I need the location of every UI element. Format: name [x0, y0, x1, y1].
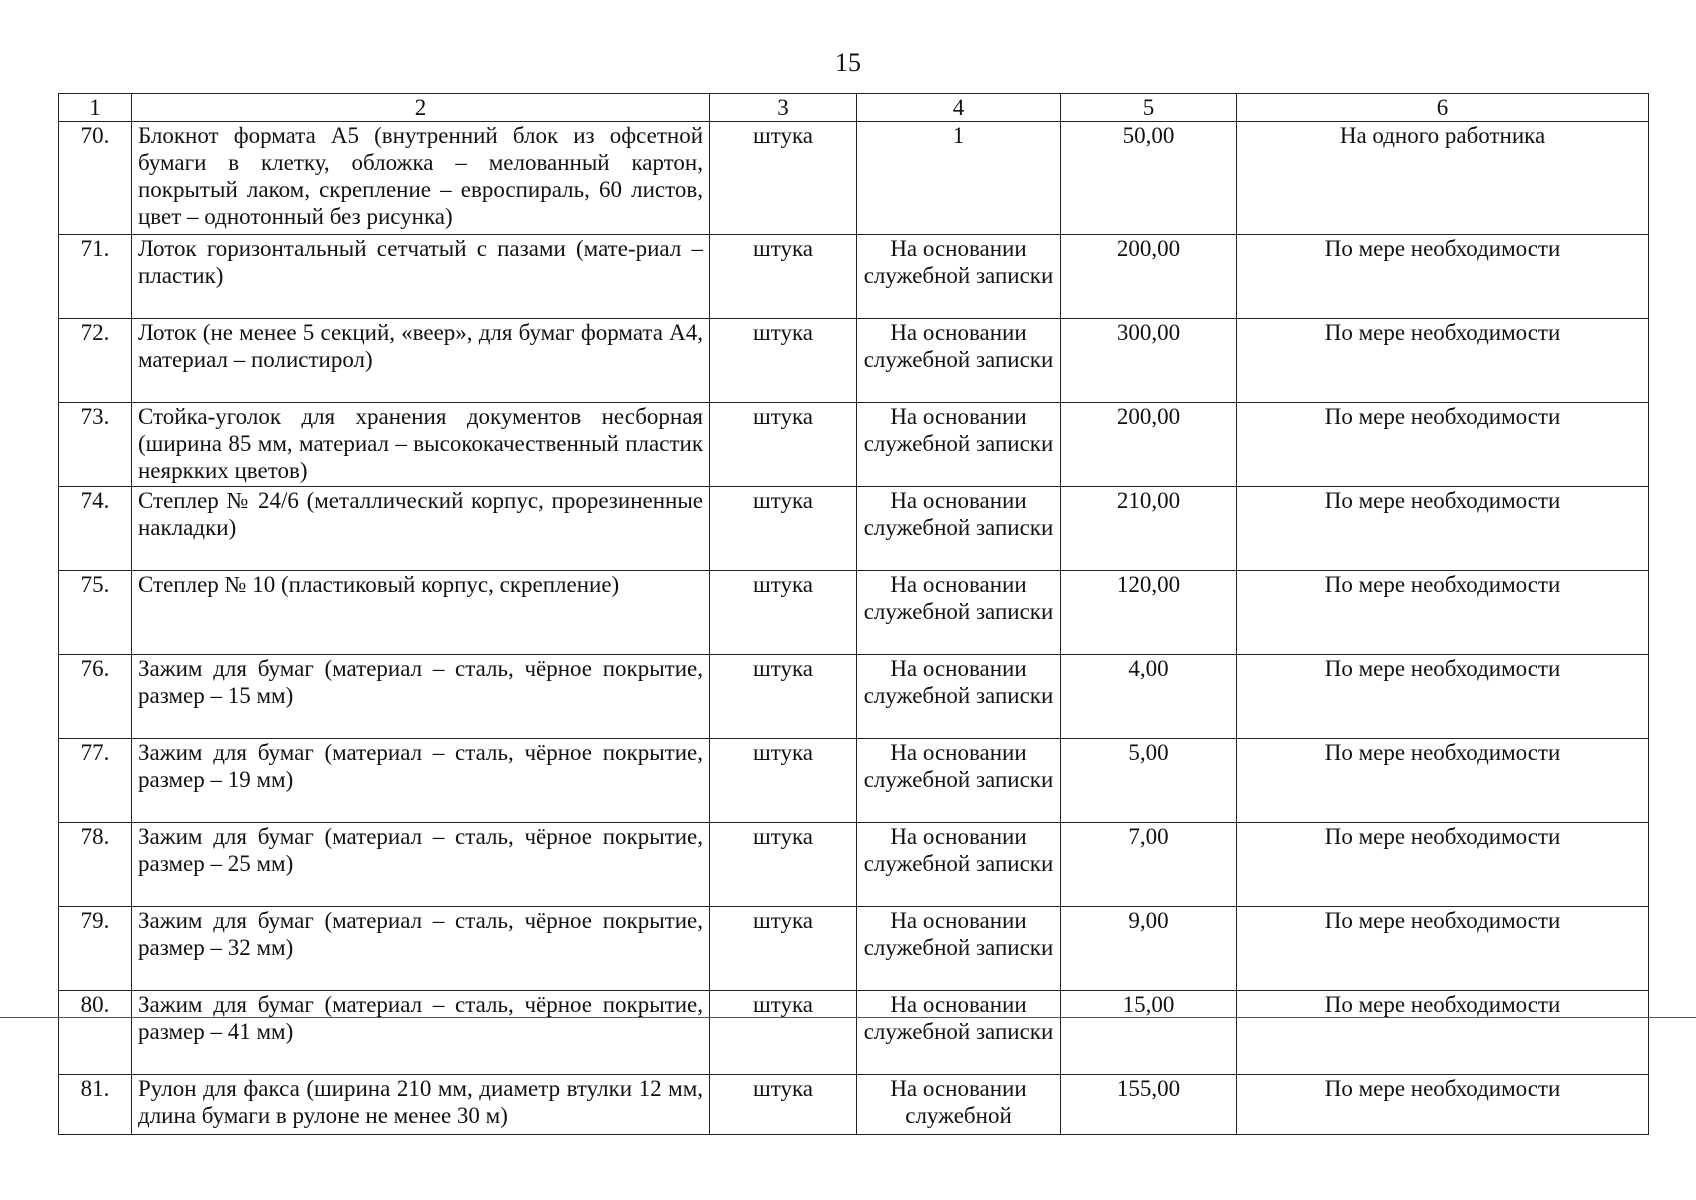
table-header-row: [59, 94, 1649, 122]
item-quantity: На основании служебной записки: [857, 823, 1061, 907]
column-header: 1: [59, 94, 132, 122]
scan-artifact-line: [0, 1017, 1696, 1018]
row-number: 72.: [59, 319, 132, 403]
table-row: [59, 319, 1649, 403]
item-name: Зажим для бумаг (материал – сталь, чёрное покрытие, размер – 19 мм): [132, 739, 710, 823]
item-price: 210,00: [1061, 487, 1237, 571]
item-unit: штука: [710, 122, 857, 235]
item-quantity: На основании служебной записки: [857, 319, 1061, 403]
item-price: 9,00: [1061, 907, 1237, 991]
item-name: Лоток (не менее 5 секций, «веер», для бумаг формата А4, материал – полистирол): [132, 319, 710, 403]
column-header: 6: [1237, 94, 1649, 122]
column-header: 2: [132, 94, 710, 122]
column-header: 4: [857, 94, 1061, 122]
item-unit: штука: [710, 487, 857, 571]
item-note: По мере необходимости: [1237, 655, 1649, 739]
item-quantity: На основании служебной записки: [857, 991, 1061, 1075]
item-note: По мере необходимости: [1237, 907, 1649, 991]
row-number: 71.: [59, 235, 132, 319]
item-quantity: На основании служебной: [857, 1075, 1061, 1135]
table-row: [59, 991, 1649, 1075]
item-note: На одного работника: [1237, 122, 1649, 235]
table-row: [59, 823, 1649, 907]
row-number: 70.: [59, 122, 132, 235]
item-price: 120,00: [1061, 571, 1237, 655]
item-name: Блокнот формата А5 (внутренний блок из офсетной бумаги в клетку, обложка – мелованный картон, покрытый лаком, скрепление – евроспираль, 60 листов, цвет – однотонный без рисунка): [132, 122, 710, 235]
item-quantity: На основании служебной записки: [857, 739, 1061, 823]
item-note: По мере необходимости: [1237, 739, 1649, 823]
row-number: 73.: [59, 403, 132, 487]
item-unit: штука: [710, 991, 857, 1075]
items-table: [58, 93, 1649, 1135]
item-name: Зажим для бумаг (материал – сталь, чёрное покрытие, размер – 41 мм): [132, 991, 710, 1075]
item-unit: штука: [710, 571, 857, 655]
column-header: 3: [710, 94, 857, 122]
item-quantity: На основании служебной записки: [857, 235, 1061, 319]
item-unit: штука: [710, 739, 857, 823]
item-price: 7,00: [1061, 823, 1237, 907]
row-number: 81.: [59, 1075, 132, 1135]
row-number: 75.: [59, 571, 132, 655]
table-row: [59, 403, 1649, 487]
row-number: 78.: [59, 823, 132, 907]
item-unit: штука: [710, 655, 857, 739]
item-unit: штука: [710, 1075, 857, 1135]
row-number: 77.: [59, 739, 132, 823]
table-row: [59, 655, 1649, 739]
item-quantity: На основании служебной записки: [857, 403, 1061, 487]
item-name: Степлер № 24/6 (металлический корпус, прорезиненные накладки): [132, 487, 710, 571]
table-row: [59, 487, 1649, 571]
item-name: Зажим для бумаг (материал – сталь, чёрное покрытие, размер – 32 мм): [132, 907, 710, 991]
item-note: По мере необходимости: [1237, 487, 1649, 571]
table-row: [59, 235, 1649, 319]
item-price: 15,00: [1061, 991, 1237, 1075]
item-price: 200,00: [1061, 235, 1237, 319]
item-quantity: На основании служебной записки: [857, 655, 1061, 739]
item-price: 155,00: [1061, 1075, 1237, 1135]
column-header: 5: [1061, 94, 1237, 122]
item-note: По мере необходимости: [1237, 1075, 1649, 1135]
table-row: [59, 1075, 1649, 1135]
table-row: [59, 571, 1649, 655]
item-name: Зажим для бумаг (материал – сталь, чёрное покрытие, размер – 15 мм): [132, 655, 710, 739]
item-price: 200,00: [1061, 403, 1237, 487]
item-name: Зажим для бумаг (материал – сталь, чёрное покрытие, размер – 25 мм): [132, 823, 710, 907]
item-unit: штука: [710, 823, 857, 907]
item-note: По мере необходимости: [1237, 571, 1649, 655]
item-quantity: На основании служебной записки: [857, 571, 1061, 655]
item-price: 5,00: [1061, 739, 1237, 823]
row-number: 80.: [59, 991, 132, 1075]
item-name: Степлер № 10 (пластиковый корпус, скрепление): [132, 571, 710, 655]
row-number: 79.: [59, 907, 132, 991]
item-note: По мере необходимости: [1237, 403, 1649, 487]
item-unit: штука: [710, 235, 857, 319]
item-note: По мере необходимости: [1237, 991, 1649, 1075]
item-unit: штука: [710, 907, 857, 991]
item-price: 300,00: [1061, 319, 1237, 403]
item-note: По мере необходимости: [1237, 823, 1649, 907]
item-name: Стойка-уголок для хранения документов несборная (ширина 85 мм, материал – высококачественный пластик неяркких цветов): [132, 403, 710, 487]
table-row: [59, 907, 1649, 991]
item-note: По мере необходимости: [1237, 319, 1649, 403]
item-unit: штука: [710, 319, 857, 403]
item-note: По мере необходимости: [1237, 235, 1649, 319]
row-number: 74.: [59, 487, 132, 571]
table-row: [59, 739, 1649, 823]
table-row: [59, 122, 1649, 235]
row-number: 76.: [59, 655, 132, 739]
item-quantity: На основании служебной записки: [857, 487, 1061, 571]
item-name: Лоток горизонтальный сетчатый с пазами (мате-риал – пластик): [132, 235, 710, 319]
item-quantity: 1: [857, 122, 1061, 235]
item-name: Рулон для факса (ширина 210 мм, диаметр втулки 12 мм, длина бумаги в рулоне не менее 30 м): [132, 1075, 710, 1135]
item-price: 50,00: [1061, 122, 1237, 235]
page-number: 15: [835, 48, 861, 77]
item-unit: штука: [710, 403, 857, 487]
item-price: 4,00: [1061, 655, 1237, 739]
item-quantity: На основании служебной записки: [857, 907, 1061, 991]
